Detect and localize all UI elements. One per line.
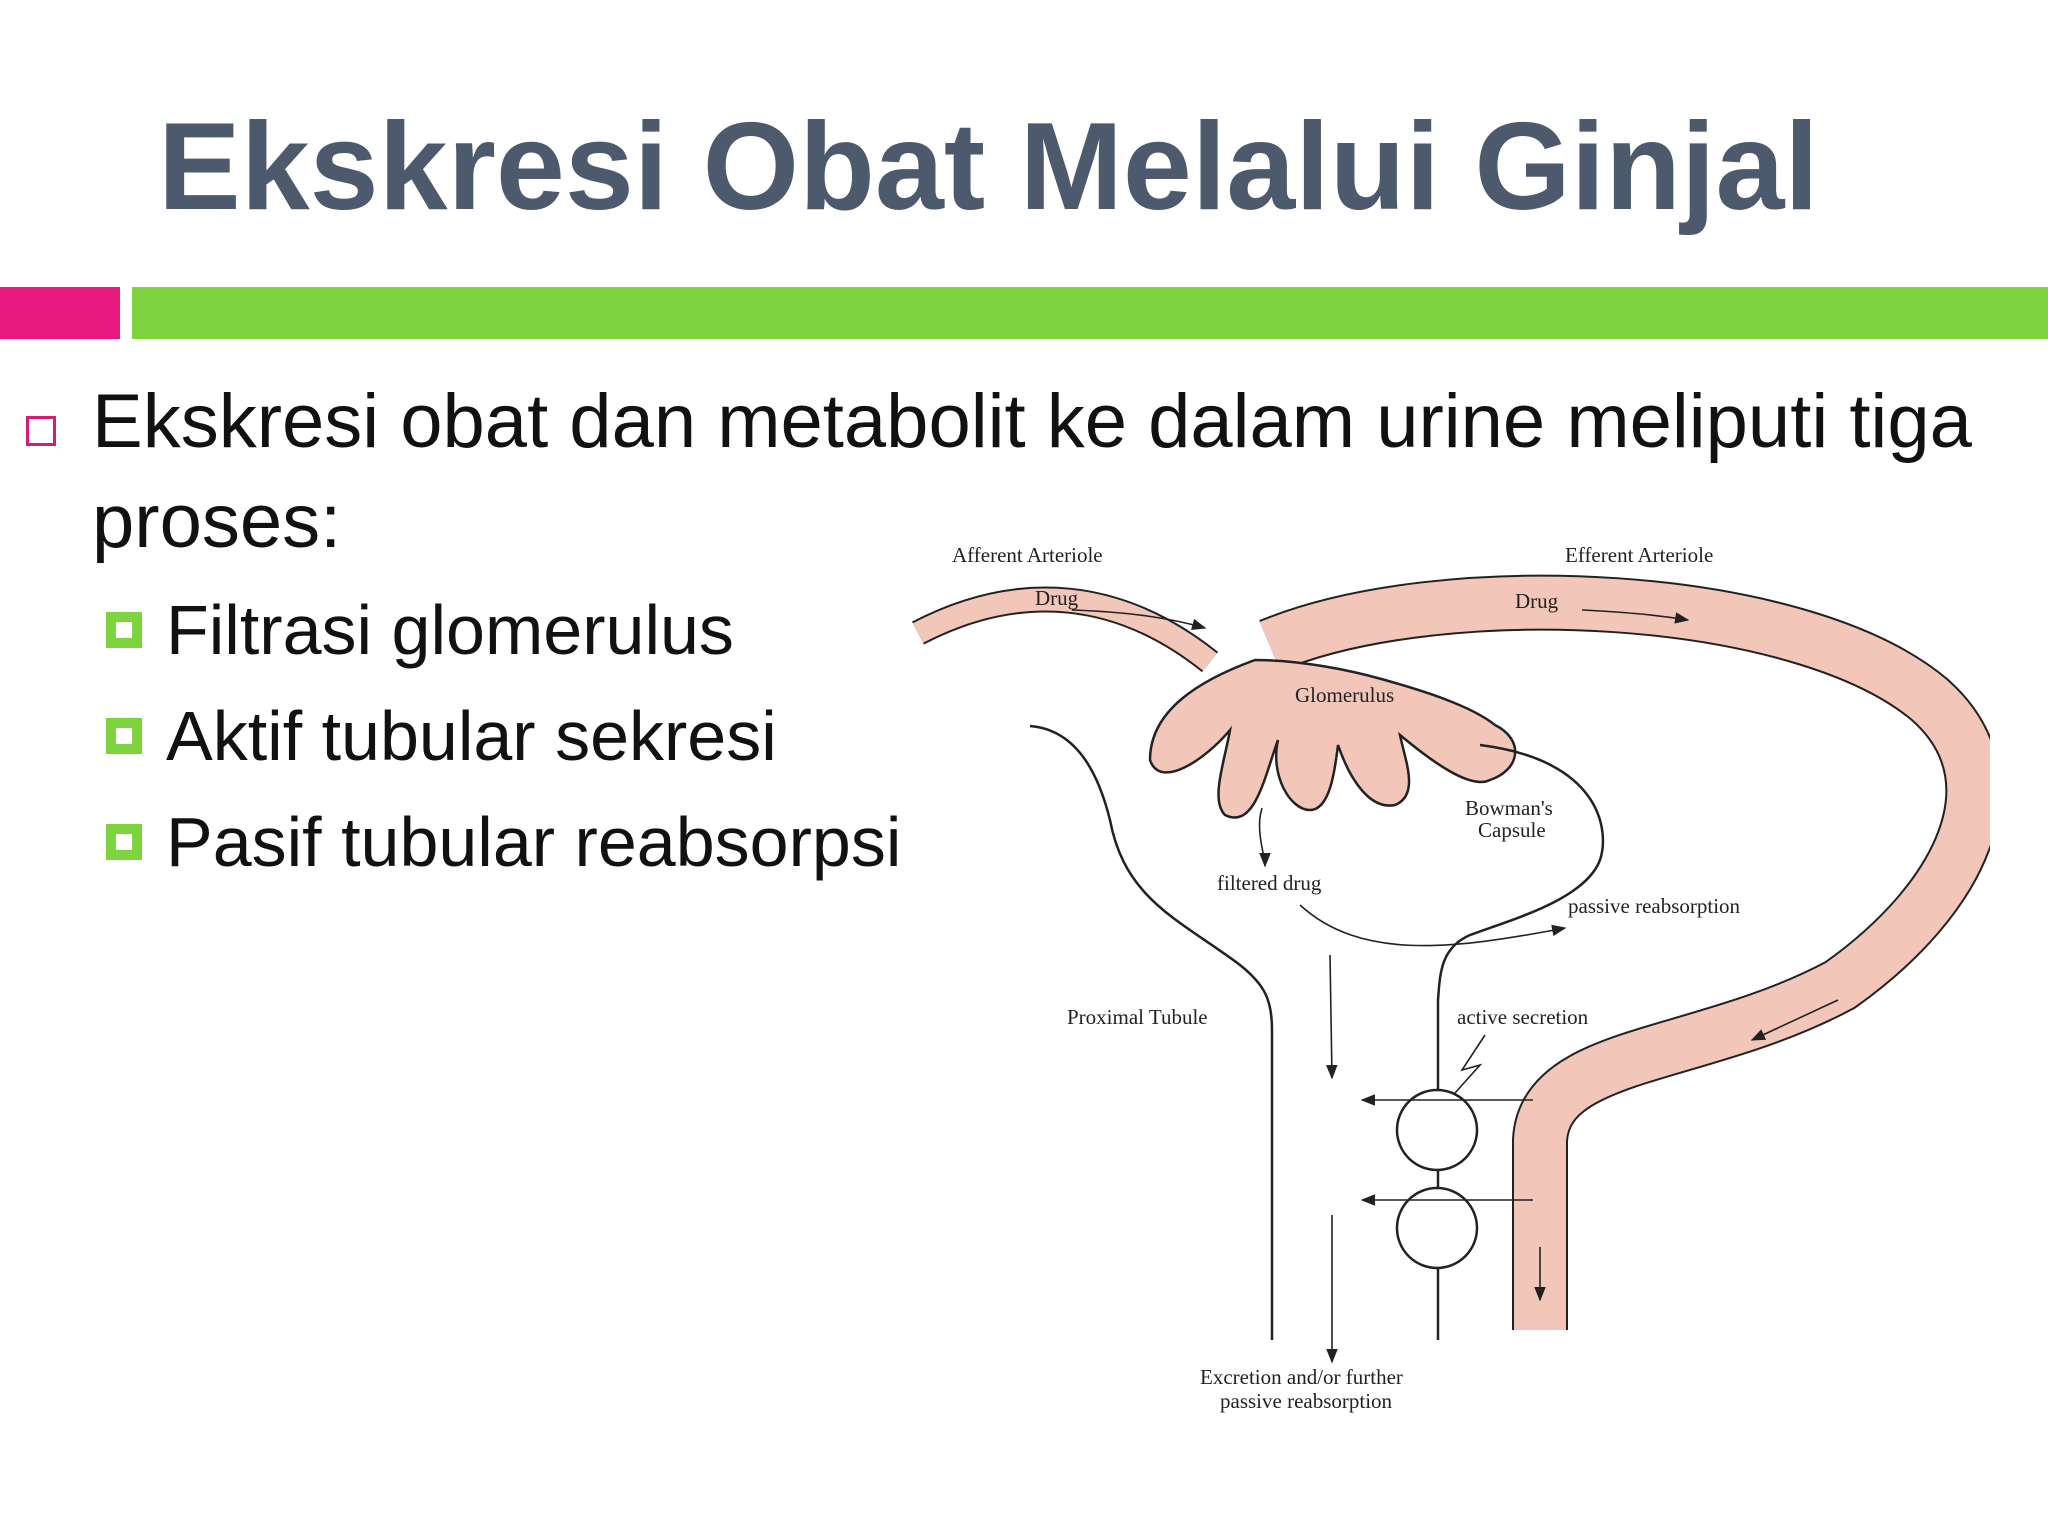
label-proximal-tubule: Proximal Tubule — [1067, 1005, 1208, 1029]
green-square-bullet-icon — [106, 612, 142, 648]
label-passive-reabsorption: passive reabsorption — [1568, 894, 1741, 918]
label-drug-right: Drug — [1515, 589, 1559, 613]
label-efferent: Efferent Arteriole — [1565, 543, 1714, 567]
label-glomerulus: Glomerulus — [1295, 683, 1395, 707]
green-accent-bar — [132, 287, 2048, 339]
label-drug-left: Drug — [1035, 586, 1079, 610]
label-capsule: Capsule — [1478, 818, 1546, 842]
page-title: Ekskresi Obat Melalui Ginjal — [158, 98, 1819, 236]
transporter-top — [1397, 1090, 1477, 1170]
square-bullet-icon — [26, 416, 56, 446]
label-active-secretion: active secretion — [1457, 1005, 1589, 1029]
label-afferent: Afferent Arteriole — [952, 543, 1103, 567]
label-excretion: Excretion and/or further — [1200, 1365, 1403, 1389]
green-square-bullet-icon — [106, 718, 142, 754]
lightning-bolt-icon — [1455, 1035, 1485, 1093]
label-excretion-2: passive reabsorption — [1220, 1389, 1393, 1413]
green-square-bullet-icon — [106, 824, 142, 860]
sub-bullet-text: Filtrasi glomerulus — [166, 591, 734, 669]
sub-bullet-text: Pasif tubular reabsorpsi — [166, 803, 902, 881]
kidney-excretion-diagram — [880, 520, 1990, 1430]
label-bowman: Bowman's — [1465, 796, 1553, 820]
sub-bullet-text: Aktif tubular sekresi — [166, 697, 777, 775]
main-bullet-text: Ekskresi obat dan metabolit ke dalam urine meliputi tiga proses: — [92, 379, 1972, 564]
label-filtered-drug: filtered drug — [1217, 871, 1322, 895]
pink-accent-bar — [0, 287, 120, 339]
